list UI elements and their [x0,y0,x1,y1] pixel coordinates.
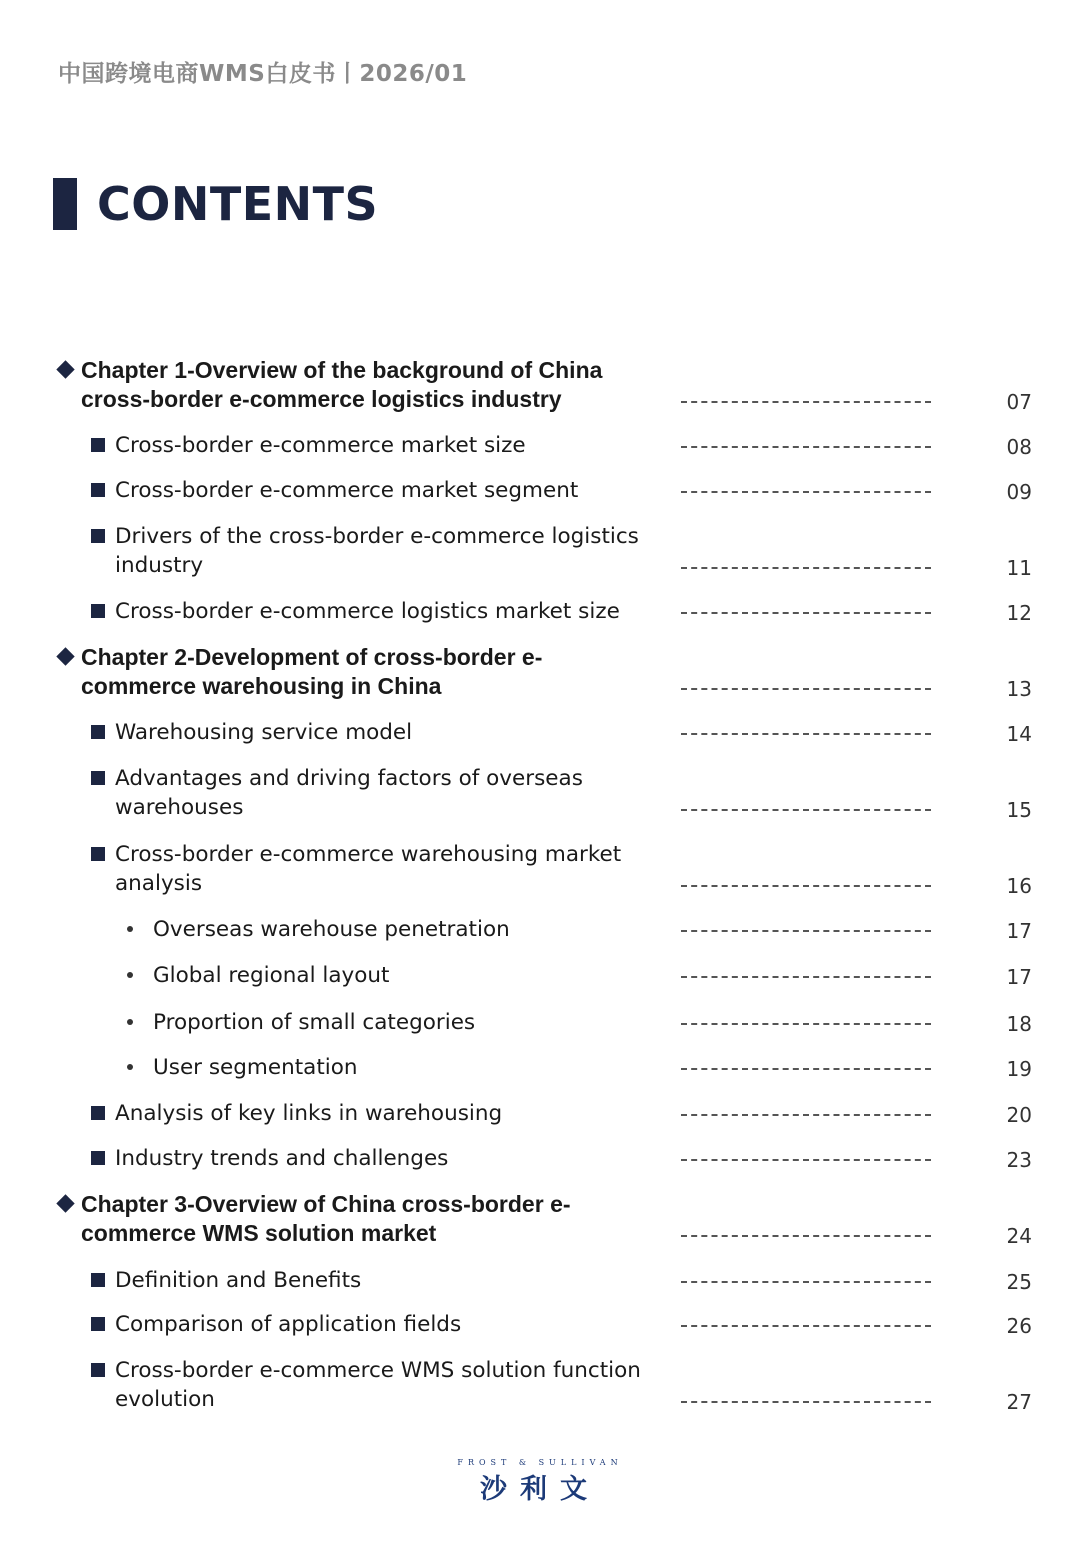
toc-page-number: 27 [1006,1390,1032,1414]
toc-entry-label: Overseas warehouse penetration [153,917,510,942]
toc-entry-label: Proportion of small categories [153,1010,476,1035]
document-header: 中国跨境电商WMS白皮书丨2026/01 [58,61,468,87]
square-bullet-icon [91,1317,105,1331]
toc-entry-label: Chapter 1-Overview of the background of China cross-border e-commerce logistics industry [81,357,603,412]
dot-leader [681,930,931,932]
square-bullet-icon [91,1151,105,1165]
toc-page-number: 15 [1006,798,1032,822]
toc-page-number: 25 [1006,1270,1032,1294]
toc-page-number: 09 [1006,480,1032,504]
dot-leader [681,1068,931,1070]
dot-leader [681,491,931,493]
toc-entry-label: Global regional layout [153,963,390,988]
dot-bullet-icon [127,1019,133,1025]
toc-entry-label: Drivers of the cross-border e-commerce logistics industry [115,524,639,578]
toc-page-number: 17 [1006,919,1032,943]
dot-leader [681,688,931,690]
dot-leader [681,1235,931,1237]
diamond-bullet-icon [56,360,74,378]
page-title: CONTENTS [97,177,379,231]
toc-page-number: 23 [1006,1148,1032,1172]
dot-bullet-icon [127,926,133,932]
dot-leader [681,567,931,569]
toc-entry-label: User segmentation [153,1055,358,1080]
toc-page-number: 13 [1006,677,1032,701]
toc-page-number: 17 [1006,965,1032,989]
square-bullet-icon [91,1106,105,1120]
toc-page-number: 19 [1006,1057,1032,1081]
toc-entry-label: Cross-border e-commerce logistics market size [115,599,620,624]
dot-leader [681,612,931,614]
dot-bullet-icon [127,972,133,978]
toc-entry-label: Analysis of key links in warehousing [115,1101,503,1126]
frost-sullivan-logo [440,1458,640,1506]
dot-leader [681,1023,931,1025]
toc-entry-label: Industry trends and challenges [115,1146,449,1171]
square-bullet-icon [91,438,105,452]
toc-page-number: 20 [1006,1103,1032,1127]
dot-bullet-icon [127,1064,133,1070]
toc-entry-label: Cross-border e-commerce market segment [115,478,579,503]
square-bullet-icon [91,847,105,861]
dot-leader [681,446,931,448]
square-bullet-icon [91,604,105,618]
square-bullet-icon [91,1273,105,1287]
dot-leader [681,885,931,887]
dot-leader [681,1114,931,1116]
toc-entry-label: Warehousing service model [115,720,413,745]
logo-english-text: FROST & SULLIVAN [457,1458,623,1467]
toc-entry-label: Comparison of application fields [115,1312,462,1337]
dot-leader [681,1401,931,1403]
dot-leader [681,401,931,403]
toc-page-number: 11 [1006,556,1032,580]
toc-page-number: 26 [1006,1314,1032,1338]
toc-entry-label: Advantages and driving factors of overseas warehouses [115,766,583,820]
toc-page-number: 12 [1006,601,1032,625]
toc-page-number: 18 [1006,1012,1032,1036]
toc-entry-label: Cross-border e-commerce market size [115,433,526,458]
toc-page-number: 07 [1006,390,1032,414]
diamond-bullet-icon [56,1194,74,1212]
square-bullet-icon [91,483,105,497]
toc-page-number: 24 [1006,1224,1032,1248]
logo-chinese-text: 沙利文 [480,1474,600,1505]
toc-entry-label: Cross-border e-commerce warehousing market analysis [115,842,622,896]
dot-leader [681,733,931,735]
toc-entry-label: Cross-border e-commerce WMS solution function evolution [115,1358,641,1412]
dot-leader [681,976,931,978]
toc-page-number: 16 [1006,874,1032,898]
dot-leader [681,1325,931,1327]
dot-leader [681,809,931,811]
dot-leader [681,1159,931,1161]
toc-page-number: 14 [1006,722,1032,746]
dot-leader [681,1281,931,1283]
square-bullet-icon [91,771,105,785]
toc-entry-label: Chapter 2-Development of cross-border e-commerce warehousing in China [81,644,543,699]
square-bullet-icon [91,529,105,543]
square-bullet-icon [91,1363,105,1377]
diamond-bullet-icon [56,647,74,665]
toc-page-number: 08 [1006,435,1032,459]
toc-entry-label: Definition and Benefits [115,1268,362,1293]
square-bullet-icon [91,725,105,739]
toc-entry-label: Chapter 3-Overview of China cross-border e-commerce WMS solution market [81,1191,571,1246]
